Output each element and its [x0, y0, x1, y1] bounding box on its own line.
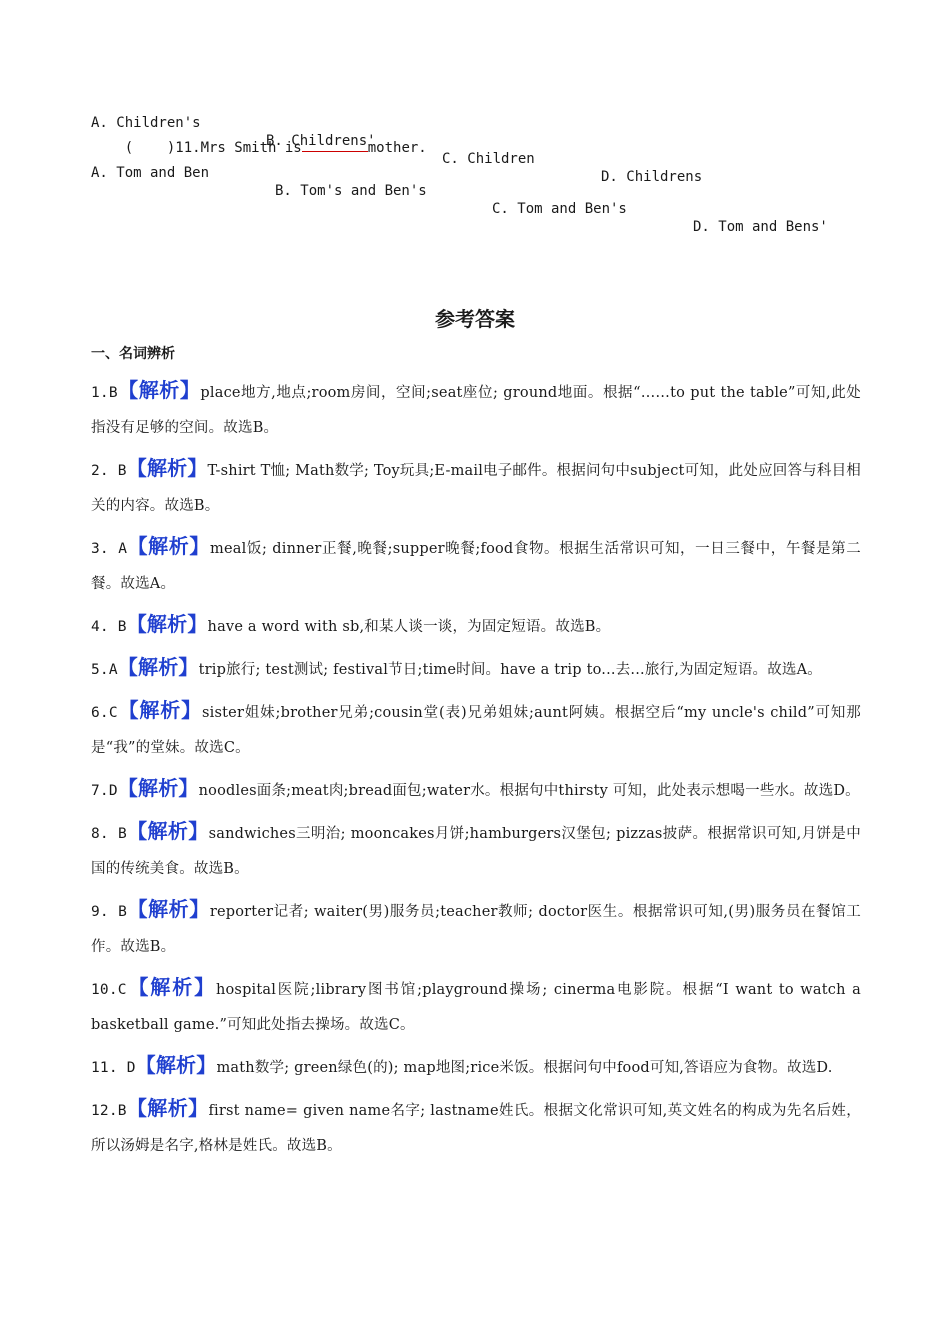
answer-item [91, 814, 861, 887]
analysis-tag: 【解析】 [117, 776, 199, 800]
answer-number: 1.B [91, 385, 118, 401]
q10-option-b: B. Childrens' [266, 133, 376, 149]
answer-number: 8. B [91, 826, 127, 842]
q11-option-a: A. Tom and Ben [91, 165, 210, 181]
analysis-tag: 【解析】 [127, 534, 211, 558]
answer-key-title: 参考答案 [435, 307, 515, 331]
q10-option-a: A. Children's [91, 115, 201, 131]
answer-number: 11. D [91, 1060, 136, 1076]
answer-item [91, 1048, 861, 1086]
answer-number: 6.C [91, 705, 118, 721]
answer-item [91, 1091, 861, 1164]
q11-stem-text: ( )11.Mrs Smith is [124, 140, 302, 156]
answer-item [91, 650, 861, 688]
answer-number: 2. B [91, 463, 127, 479]
answer-text: trip旅行; test测试; festival节日;time时间。have a trip to...去...旅行,为固定短语。故选A。 [198, 662, 823, 678]
answer-text: place地方,地点;room房间，空间;seat座位; ground地面。根据“……to put the table”可知,此处指没有足够的空间。故选B。 [91, 385, 861, 436]
answer-item [91, 451, 861, 524]
answer-item [91, 771, 861, 809]
analysis-tag: 【解析】 [126, 819, 209, 843]
answer-item [91, 607, 861, 645]
answer-item [91, 970, 861, 1043]
answer-text: have a word with sb,和某人谈一谈，为固定短语。故选B。 [207, 619, 611, 635]
q10-option-c: C. Children [442, 151, 535, 167]
answer-text: hospital医院;library图书馆;playground操场; cinerma电影院。根据“I want to watch a basketball game.”可知此处指去操场。故选C。 [91, 982, 861, 1033]
answer-number: 3. A [91, 541, 128, 557]
answer-list [91, 373, 861, 1169]
analysis-tag: 【解析】 [127, 897, 210, 921]
answer-number: 5.A [91, 662, 118, 678]
analysis-tag: 【解析】 [135, 1053, 217, 1077]
answer-text: reporter记者; waiter(男)服务员;teacher教师; doctor医生。根据常识可知,(男)服务员在餐馆工作。故选B。 [91, 904, 861, 955]
q10-option-d: D. Childrens [601, 169, 703, 185]
section-heading: 一、名词辨析 [91, 346, 175, 362]
analysis-tag: 【解析】 [126, 975, 216, 999]
answer-number: 4. B [91, 619, 127, 635]
answer-text: sister姐妹;brother兄弟;cousin堂(表)兄弟姐妹;aunt阿姨。根据空后“my uncle's child”可知那是“我”的堂妹。故选C。 [91, 705, 861, 756]
q11-option-d: D. Tom and Bens' [693, 219, 828, 235]
answer-item [91, 529, 861, 602]
answer-text: first name= given name名字; lastname姓氏。根据文化常识可知,英文姓名的构成为先名后姓，所以汤姆是名字,格林是姓氏。故选B。 [91, 1103, 861, 1154]
analysis-tag: 【解析】 [126, 456, 208, 480]
answer-number: 12.B [91, 1103, 127, 1119]
answer-item [91, 892, 861, 965]
analysis-tag: 【解析】 [117, 698, 203, 722]
answer-blank [302, 139, 368, 152]
q11-stem-after: mother. [367, 140, 427, 156]
answer-number: 10.C [91, 982, 127, 998]
analysis-tag: 【解析】 [126, 1096, 209, 1120]
answer-item [91, 373, 861, 446]
answer-text: T-shirt T恤; Math数学; Toy玩具;E-mail电子邮件。根据问句中subject可知，此处应回答与科目相关的内容。故选B。 [91, 463, 861, 514]
answer-text: sandwiches三明治; mooncakes月饼;hamburgers汉堡包; pizzas披萨。根据常识可知,月饼是中国的传统美食。故选B。 [91, 826, 861, 877]
analysis-tag: 【解析】 [126, 612, 208, 636]
answer-item [91, 693, 861, 766]
q11-option-c: C. Tom and Ben's [492, 201, 627, 217]
answer-text: meal饭; dinner正餐,晚餐;supper晚餐;food食物。根据生活常识可知，一日三餐中，午餐是第二餐。故选A。 [91, 541, 861, 592]
answer-number: 7.D [91, 783, 118, 799]
answer-text: noodles面条;meat肉;bread面包;water水。根据句中thirsty 可知，此处表示想喝一些水。故选D。 [198, 783, 860, 799]
answer-number: 9. B [91, 904, 128, 920]
analysis-tag: 【解析】 [117, 378, 201, 402]
answer-text: math数学; green绿色(的); map地图;rice米饭。根据问句中food可知,答语应为食物。故选D. [216, 1060, 833, 1076]
q11-option-b: B. Tom's and Ben's [275, 183, 427, 199]
analysis-tag: 【解析】 [117, 655, 199, 679]
